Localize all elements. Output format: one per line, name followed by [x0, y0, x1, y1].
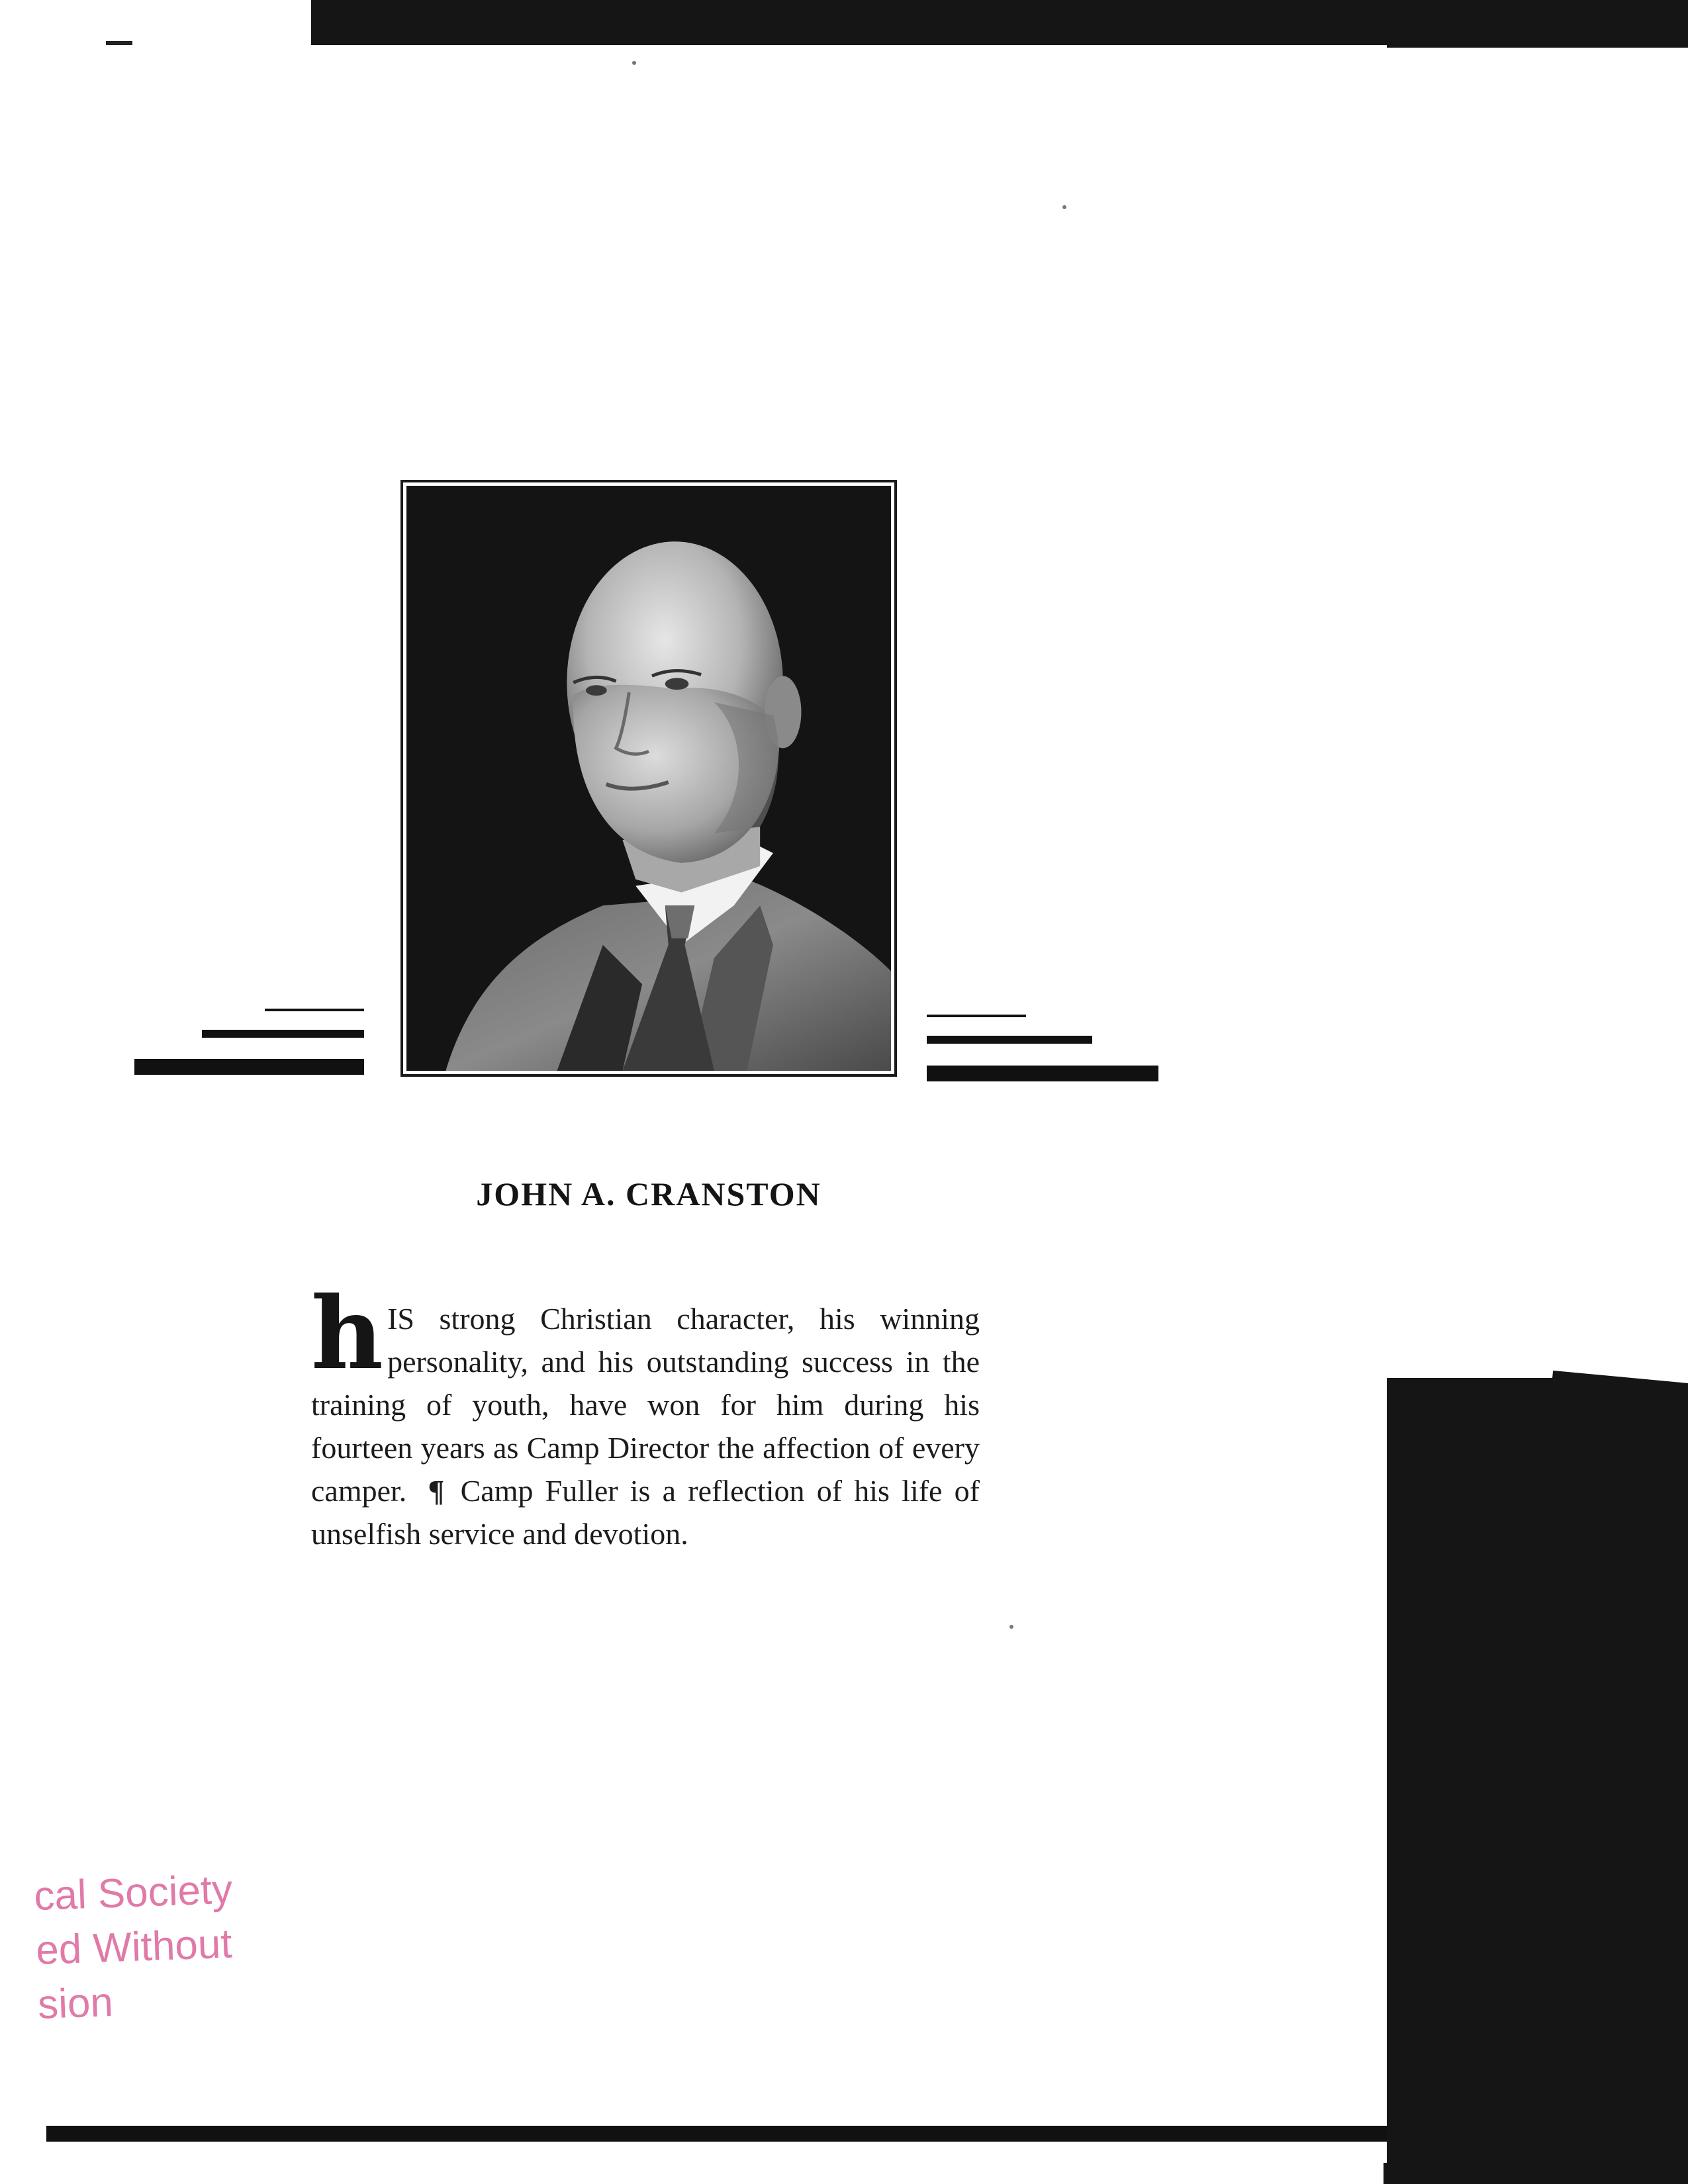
page-title: JOHN A. CRANSTON	[476, 1175, 821, 1212]
page-bottom-edge	[46, 2126, 1387, 2142]
decorative-rule-thick-left	[134, 1059, 364, 1075]
paragraph-lead: IS strong Christian character, his winning personality, and his outstanding success in the training of youth, have won for him during his fourteen years as Camp Director the affection of every camper.	[311, 1302, 980, 1508]
decorative-rule-thin-right	[927, 1015, 1026, 1017]
decorative-rule-thick-right	[927, 1066, 1158, 1081]
pilcrow-mark: ¶	[428, 1474, 445, 1508]
decorative-rule-medium-right	[927, 1036, 1092, 1044]
scan-margin-strip	[0, 0, 311, 48]
portrait-frame	[400, 480, 897, 1077]
scan-mark	[106, 41, 132, 45]
paper-speck	[1062, 205, 1066, 209]
underlying-sheet	[1383, 48, 1688, 1378]
document-page	[46, 45, 1387, 2163]
portrait-photo	[406, 486, 891, 1071]
paragraph-continuation: Camp Fuller is a reflection of his life of unselfish service and devotion.	[311, 1474, 980, 1551]
stamp-line-2: ed Without	[35, 1921, 233, 1974]
stamp-line-3: sion	[36, 1979, 115, 2028]
archive-stamp	[33, 1863, 237, 2032]
paper-speck	[1009, 1625, 1013, 1629]
decorative-rule-thin-left	[265, 1009, 364, 1011]
paper-speck	[632, 61, 636, 65]
scan-background-top	[311, 0, 1688, 48]
stamp-line-1: cal Society	[33, 1866, 234, 1919]
decorative-rule-medium-left	[202, 1030, 364, 1038]
drop-cap: h	[311, 1275, 384, 1392]
tribute-paragraph	[311, 1275, 980, 1555]
